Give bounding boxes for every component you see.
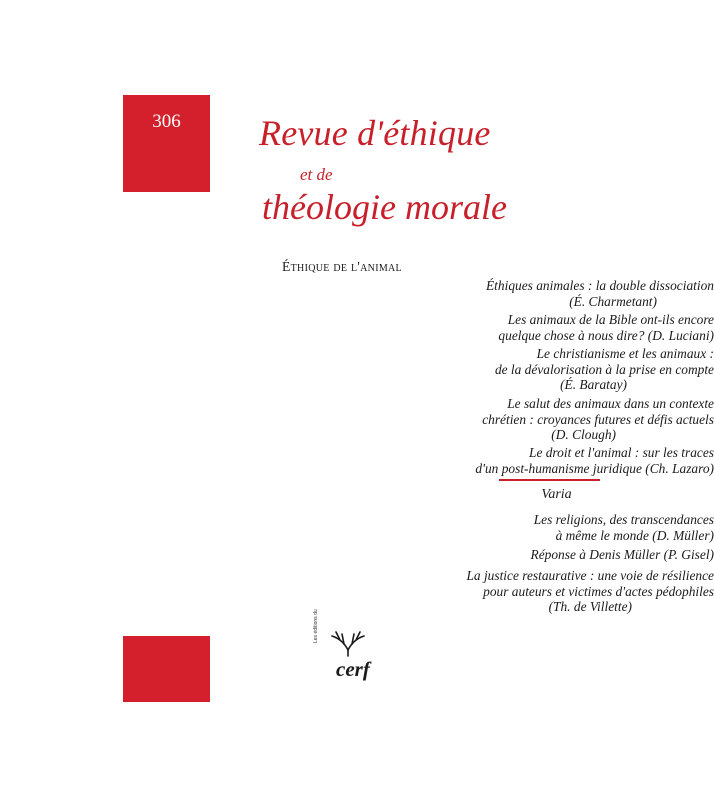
toc-line: (É. Baratay) xyxy=(560,377,627,392)
toc-line: La justice restaurative : une voie de résilience xyxy=(466,568,714,583)
toc-line: Éthiques animales : la double dissociation xyxy=(486,278,714,293)
toc-entry xyxy=(420,445,714,476)
toc-line: Réponse à Denis Müller (P. Gisel) xyxy=(530,547,714,562)
journal-title-line-1: Revue d'éthique xyxy=(259,113,491,153)
publisher-tagline: Les éditions du xyxy=(313,609,319,643)
toc-line: à même le monde (D. Müller) xyxy=(555,527,714,543)
toc-line: Les animaux de la Bible ont-ils encore xyxy=(507,312,714,327)
toc-entry xyxy=(420,568,714,615)
toc-entry xyxy=(420,346,714,393)
toc-entry xyxy=(420,547,714,563)
toc-line: Le droit et l'animal : sur les traces xyxy=(529,445,714,460)
toc-line: (É. Charmetant) xyxy=(569,293,657,309)
bottom-red-block xyxy=(123,636,210,702)
toc-entry xyxy=(420,512,714,543)
toc-entry xyxy=(420,312,714,343)
toc-line: (D. Clough) xyxy=(551,427,616,442)
section-divider xyxy=(499,479,600,481)
toc-line: quelque chose à nous dire? (D. Luciani) xyxy=(498,327,714,343)
journal-title-line-2: et de xyxy=(300,165,333,184)
toc-line: chrétien : croyances futures et défis actuels xyxy=(482,411,714,427)
toc-line: (Th. de Villette) xyxy=(548,599,632,614)
toc-line: Le salut des animaux dans un contexte xyxy=(507,396,714,411)
section-heading: Éthique de l'animal xyxy=(282,259,402,274)
toc-line: Les religions, des transcendances xyxy=(533,512,714,527)
toc-entry xyxy=(420,396,714,443)
publisher-logo-text: cerf xyxy=(336,657,370,681)
toc-line: de la dévalorisation à la prise en compte xyxy=(494,361,714,377)
varia-heading: Varia xyxy=(541,487,572,502)
toc-line: d'un post-humanisme juridique (Ch. Lazaro) xyxy=(475,460,714,476)
toc-line: pour auteurs et victimes d'actes pédophiles xyxy=(483,583,714,599)
toc-entry xyxy=(420,278,714,309)
toc-line: Le christianisme et les animaux : xyxy=(536,346,714,361)
issue-number-block xyxy=(123,95,210,192)
issue-number: 306 xyxy=(152,111,181,132)
journal-title-line-3: théologie morale xyxy=(262,187,507,227)
